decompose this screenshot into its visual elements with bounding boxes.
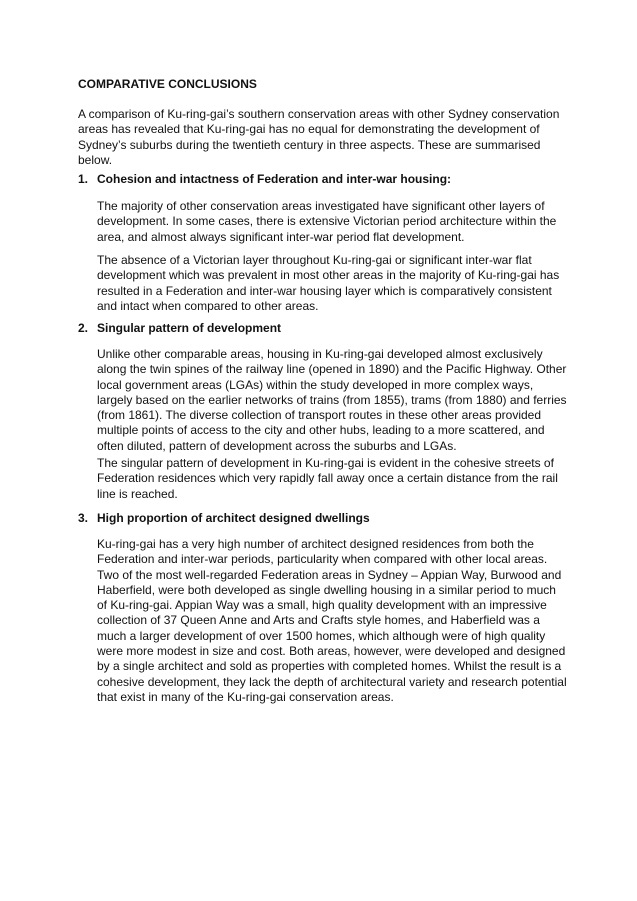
section-title: Cohesion and intactness of Federation and inter-war housing:: [97, 172, 452, 186]
section-3-paragraph-1: Ku-ring-gai has a very high number of architect designed residences from both the Federation and inter-war periods, particularity when compared with other local areas. Two of the most well-regarded Federation areas in Sydney – Appian Way, Burwood and Haberfield, were both developed as single dwelling housing in a similar period to much of Ku-ring-gai. Appian Way was a small, high quality development with an impressive collection of 37 Queen Anne and Arts and Crafts style homes, and Haberfield was a much a larger development of over 1500 homes, which although were of high quality were more modest in size and cost. Both areas, however, were developed and designed by a single architect and sold as properties with completed homes. Whilst the result is a cohesive development, they lack the depth of architectural variety and research potential that exist in many of the Ku-ring-gai conservation areas.: [97, 537, 567, 704]
section-3-heading: [78, 511, 370, 525]
page-title: COMPARATIVE CONCLUSIONS: [78, 77, 257, 91]
section-number: 1.: [78, 172, 89, 186]
section-title: High proportion of architect designed dwellings: [97, 511, 370, 525]
section-number: 3.: [78, 511, 89, 525]
section-1-paragraph-1: The majority of other conservation areas investigated have significant other layers of development. In some cases, there is extensive Victorian period architecture within the area, and almost always significant inter-war period flat development.: [97, 199, 557, 244]
intro-paragraph: A comparison of Ku-ring-gai’s southern conservation areas with other Sydney conservation areas has revealed that Ku-ring-gai has no equal for demonstrating the development of Sydney’s suburbs during the twentieth century in three aspects. These are summarised below.: [78, 107, 560, 167]
section-1-heading: [78, 172, 451, 186]
section-2-paragraph-1: Unlike other comparable areas, housing in Ku-ring-gai developed almost exclusively along the twin spines of the railway line (opened in 1890) and the Pacific Highway. Other local government areas (LGAs) within the study developed in more complex ways, largely based on the earlier networks of trains (from 1855), trams (from 1880) and ferries (from 1861). The diverse collection of transport routes in these other areas provided multiple points of access to the city and other hubs, leading to a more scattered, and often diluted, pattern of development across the suburbs and LGAs.: [97, 347, 567, 453]
section-title: Singular pattern of development: [97, 321, 282, 335]
section-2-heading: [78, 321, 281, 335]
section-2-paragraph-2: The singular pattern of development in Ku-ring-gai is evident in the cohesive streets of Federation residences which very rapidly fall away once a certain distance from the rail line is reached.: [97, 456, 558, 501]
section-number: 2.: [78, 321, 89, 335]
section-1-paragraph-2: The absence of a Victorian layer throughout Ku-ring-gai or significant inter-war flat development which was prevalent in most other areas in the majority of Ku-ring-gai has resulted in a Federation and inter-war housing layer which is comparatively consistent and intact when compared to other areas.: [97, 253, 560, 313]
